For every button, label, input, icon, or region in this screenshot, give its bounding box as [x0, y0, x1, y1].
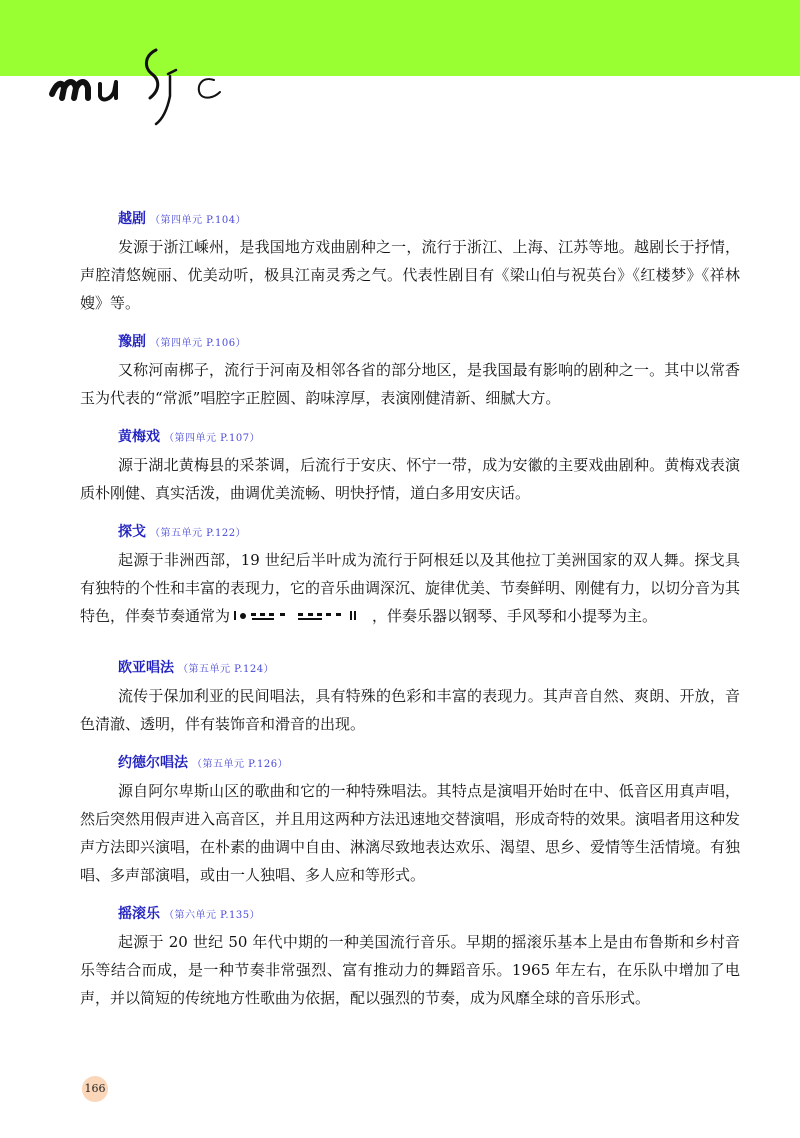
entry-reference: （第四单元 P.106）: [150, 338, 247, 349]
page-number: 166: [82, 1076, 108, 1102]
entry-reference: （第五单元 P.122）: [150, 528, 247, 539]
entry-term: 摇滚乐: [118, 906, 160, 922]
glossary-entry-yuju: [80, 326, 740, 412]
entry-heading: [80, 203, 740, 233]
entry-reference: （第五单元 P.126）: [192, 759, 289, 770]
entry-heading: [80, 421, 740, 451]
entry-description: 源自阿尔卑斯山区的歌曲和它的一种特殊唱法。其特点是演唱开始时在中、低音区用真声唱，然后突然用假声进入高音区，并且用这两种方法迅速地交替演唱，形成奇特的效果。演唱者用这种发声方法即兴演唱，在朴素的曲调中自由、淋漓尽致地表达欢乐、渴望、思乡、爱情等生活情境。有独唱、多声部演唱，或由一人独唱、多人应和等形式。: [80, 782, 741, 884]
music-logo: [44, 40, 254, 130]
entry-term: 黄梅戏: [118, 429, 160, 445]
glossary-entry-huangmeixi: [80, 421, 740, 507]
entry-text-before-rhythm: 起源于非洲西部，19 世纪后半叶成为流行于阿根廷以及其他拉丁美洲国家的双人舞。探戈具有独特的个性和丰富的表现力，它的音乐曲调深沉、旋律优美、节奏鲜明、刚健有力，以切分音为其特色，伴奏节奏通常为: [80, 551, 741, 625]
entry-description: [80, 546, 740, 630]
entry-heading: [80, 516, 740, 546]
entry-heading: [80, 652, 740, 682]
glossary-entry-yueju: [80, 203, 740, 317]
glossary-entry-yodel: [80, 747, 740, 889]
entry-description: 源于湖北黄梅县的采茶调，后流行于安庆、怀宁一带，成为安徽的主要戏曲剧种。黄梅戏表演质朴刚健、真实活泼，曲调优美流畅、明快抒情，道白多用安庆话。: [80, 456, 740, 502]
entry-reference: （第六单元 P.135）: [164, 910, 261, 921]
entry-term: 豫剧: [118, 334, 146, 350]
entry-description: 发源于浙江嵊州，是我国地方戏曲剧种之一，流行于浙江、上海、江苏等地。越剧长于抒情，声腔清悠婉丽、优美动听，极具江南灵秀之气。代表性剧目有《梁山伯与祝英台》《红楼梦》《祥林嫂》等。: [80, 238, 740, 312]
entry-heading: [80, 747, 740, 777]
entry-heading: [80, 326, 740, 356]
glossary-entry-rock: [80, 898, 740, 1012]
entry-reference: （第四单元 P.107）: [164, 433, 261, 444]
entry-term: 越剧: [118, 211, 146, 227]
entry-description: 流传于保加利亚的民间唱法，具有特殊的色彩和丰富的表现力。其声音自然、爽朗、开放，音色清澈、透明，伴有装饰音和滑音的出现。: [80, 687, 740, 733]
entry-term: 欧亚唱法: [118, 660, 174, 676]
entry-reference: （第五单元 P.124）: [178, 664, 275, 675]
entry-description: 起源于 20 世纪 50 年代中期的一种美国流行音乐。早期的摇滚乐基本上是由布鲁斯和乡村音乐等结合而成，是一种节奏非常强烈、富有推动力的舞蹈音乐。1965 年左右，在乐队中增加了电声，并以简短的传统地方性歌曲为依据，配以强烈的节奏，成为风靡全球的音乐形式。: [80, 933, 740, 1007]
glossary-entry-tango: [80, 516, 740, 630]
entry-reference: （第四单元 P.104）: [150, 215, 247, 226]
entry-text-after-rhythm: ，伴奏乐器以钢琴、手风琴和小提琴为主。: [372, 607, 658, 625]
entry-description: 又称河南梆子，流行于河南及相邻各省的部分地区，是我国最有影响的剧种之一。其中以常香玉为代表的“常派”唱腔字正腔圆、韵味淳厚，表演刚健清新、细腻大方。: [80, 361, 740, 407]
entry-term: 约德尔唱法: [118, 755, 188, 771]
glossary-content: [80, 203, 740, 1021]
entry-heading: [80, 898, 740, 928]
glossary-entry-eurasian-singing: [80, 652, 740, 738]
rhythm-notation-icon: [232, 608, 370, 622]
entry-term: 探戈: [118, 524, 146, 540]
